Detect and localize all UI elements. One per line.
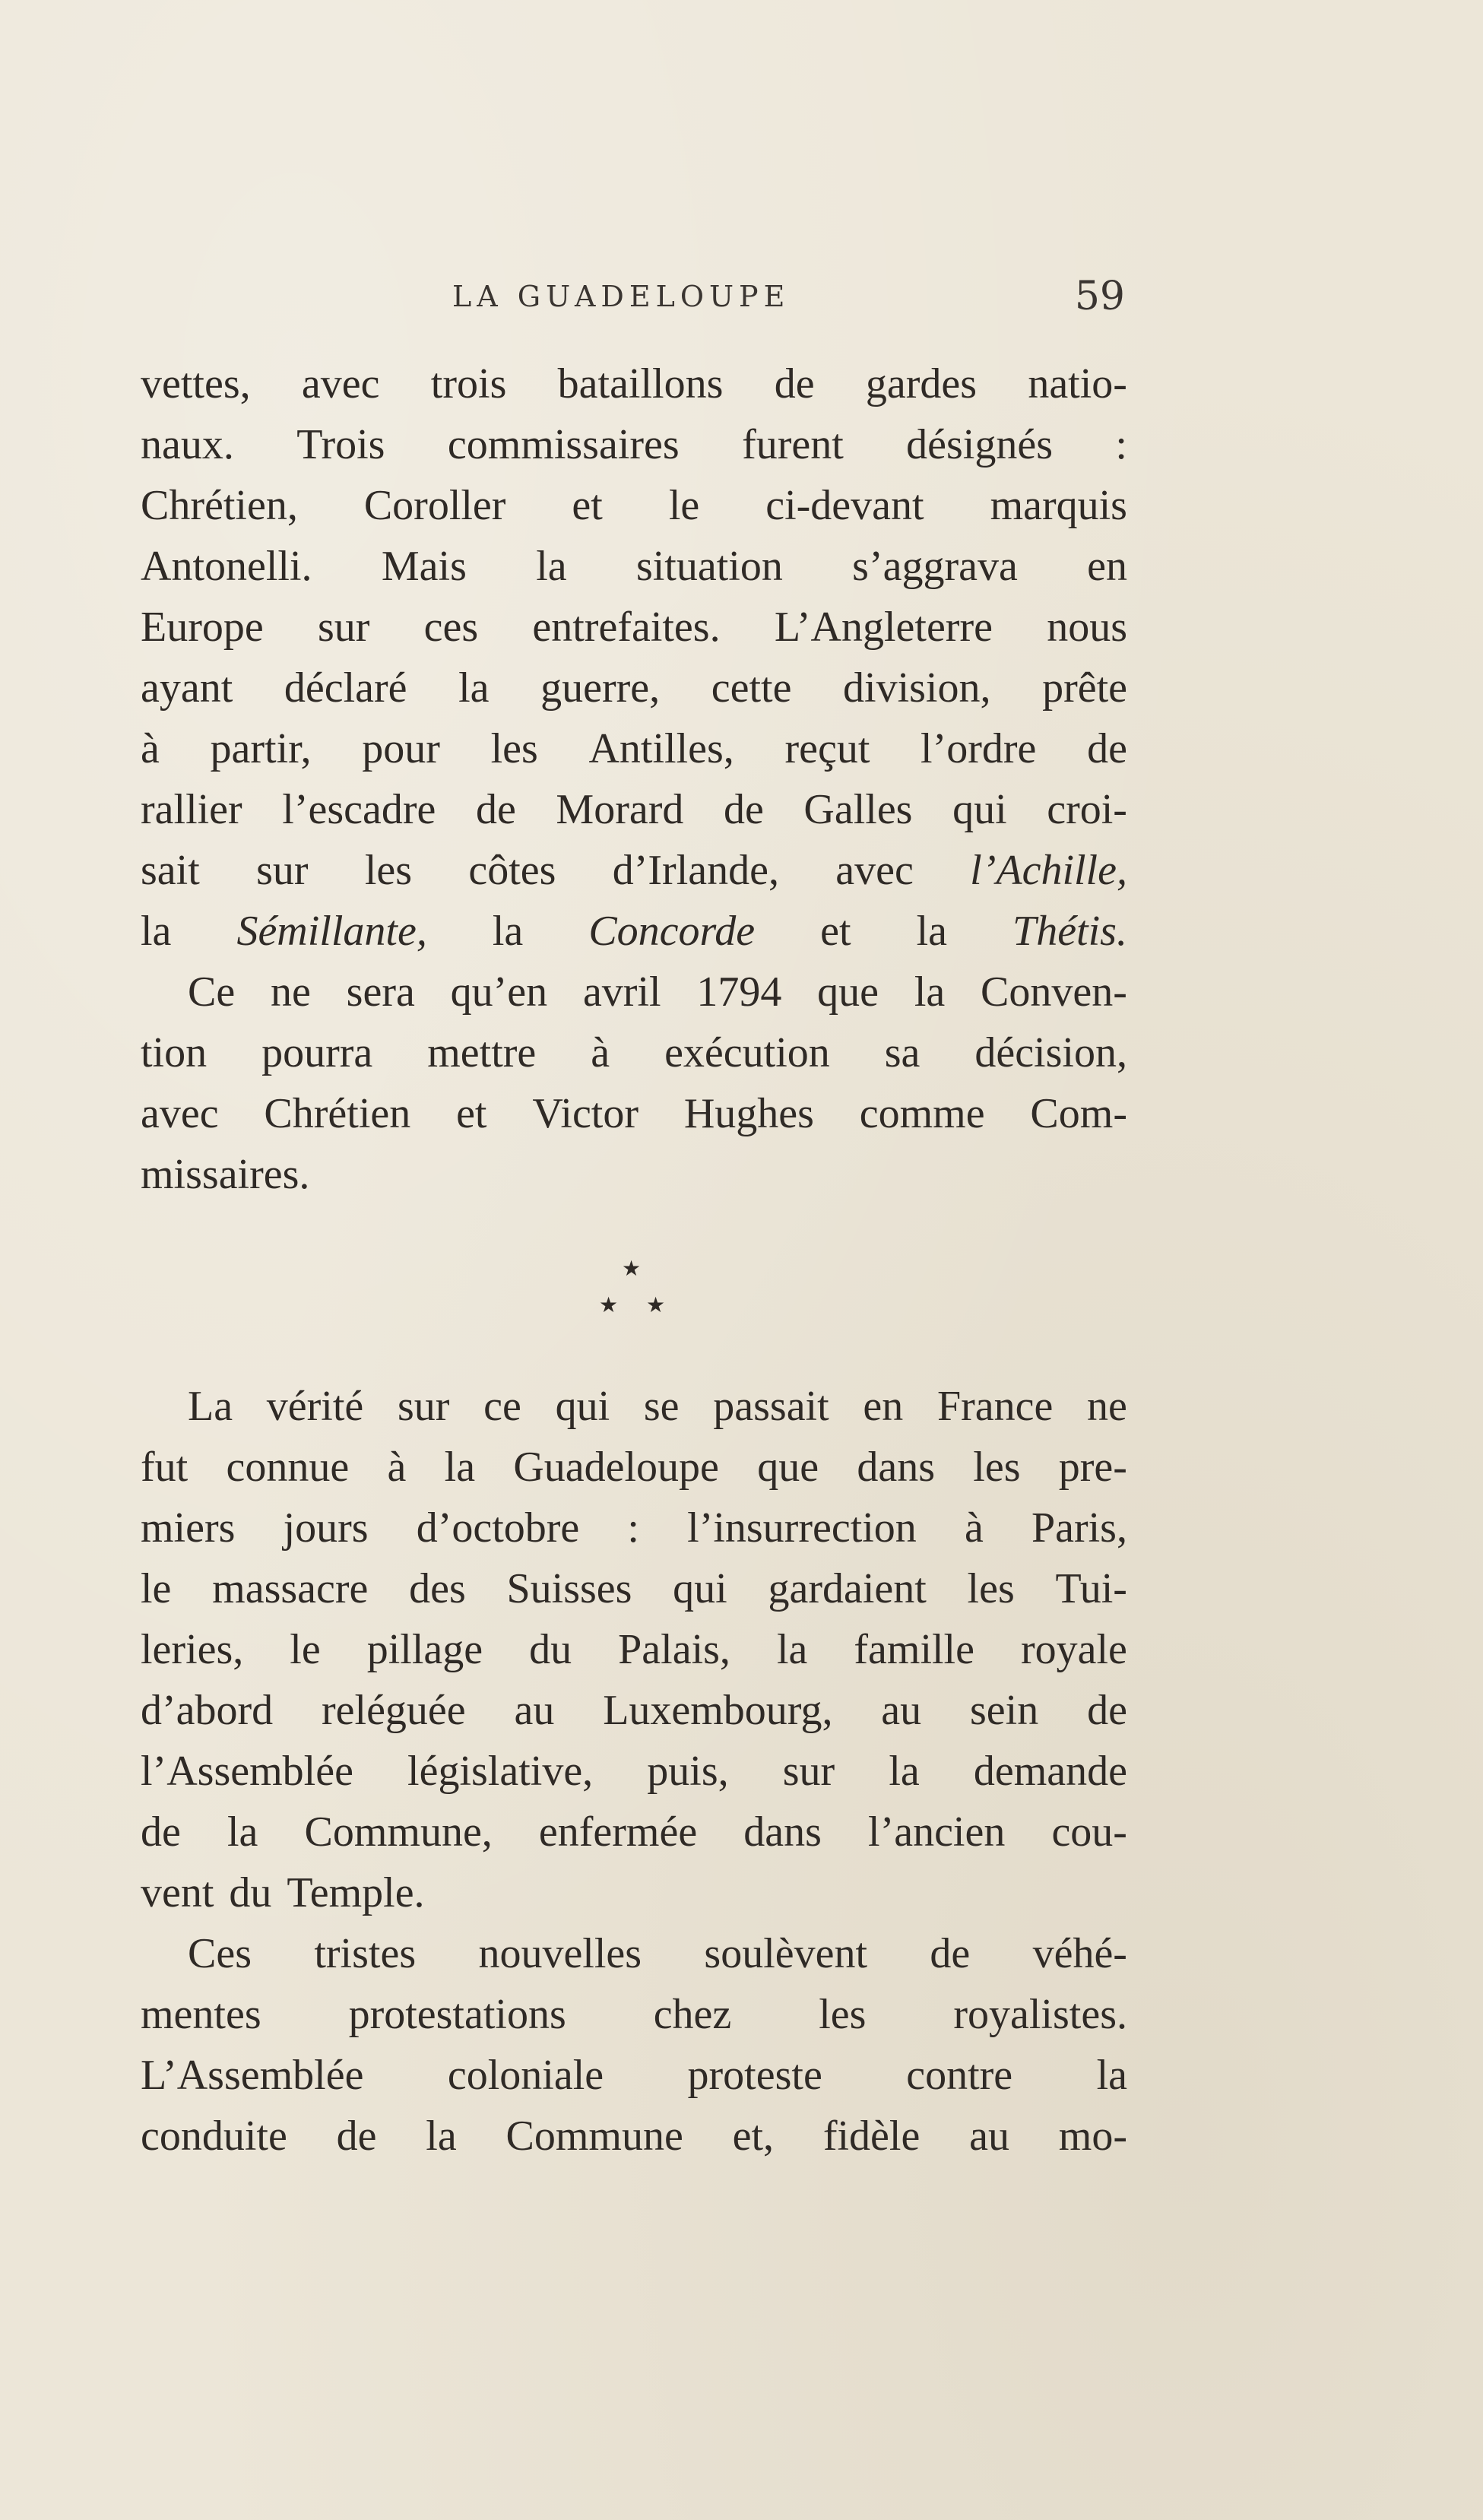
word: sera xyxy=(346,968,415,1016)
text-line xyxy=(141,1083,1127,1144)
word: Hughes xyxy=(683,1090,814,1137)
word: Mais xyxy=(381,543,467,590)
word: Luxembourg, xyxy=(603,1687,833,1734)
word: natio- xyxy=(1028,360,1127,407)
text-line xyxy=(141,414,1127,475)
word: que xyxy=(757,1444,819,1491)
word: les xyxy=(967,1565,1015,1612)
word: du xyxy=(529,1626,572,1673)
word: sa xyxy=(884,1029,921,1076)
word: miers xyxy=(141,1504,236,1552)
word: vérité xyxy=(266,1383,364,1430)
word: de xyxy=(774,360,815,407)
word: L’Assemblée xyxy=(141,2052,364,2099)
word: Guadeloupe xyxy=(513,1444,719,1491)
word: gardaient xyxy=(768,1565,927,1612)
word: l’Achille, xyxy=(970,847,1127,894)
word: la xyxy=(916,908,948,955)
word: La xyxy=(188,1383,233,1430)
word: Antonelli. xyxy=(141,543,312,590)
text-line xyxy=(141,1984,1127,2045)
paragraph-3 xyxy=(141,1376,1127,1923)
text-line xyxy=(141,962,1127,1022)
word: la xyxy=(1096,2052,1127,2099)
word: nous xyxy=(1047,604,1127,651)
text-line xyxy=(141,658,1127,718)
word: Commune, xyxy=(304,1808,493,1856)
word: missaires. xyxy=(141,1151,310,1198)
word: exécution xyxy=(664,1029,830,1076)
word: famille xyxy=(854,1626,974,1673)
word: la xyxy=(444,1444,476,1491)
word: pourra xyxy=(261,1029,373,1076)
text-line xyxy=(141,1144,1127,1205)
word: l’ancien xyxy=(868,1808,1006,1856)
word: conduite xyxy=(141,2113,287,2160)
word: le xyxy=(290,1626,321,1673)
word: gardes xyxy=(865,360,978,407)
word: cette xyxy=(711,664,792,712)
word: l’Assemblée xyxy=(141,1748,353,1795)
word: fut xyxy=(141,1444,189,1491)
word: Antilles, xyxy=(588,725,734,772)
word: d’abord xyxy=(141,1687,274,1734)
text-line xyxy=(141,1802,1127,1862)
word: vettes, xyxy=(141,360,251,407)
word: à xyxy=(387,1444,407,1491)
word: qui xyxy=(952,786,1007,833)
word: : xyxy=(627,1504,639,1552)
word: comme xyxy=(859,1090,985,1137)
word: ces xyxy=(423,604,479,651)
word: mentes xyxy=(141,1991,261,2038)
word: chez xyxy=(653,1991,732,2038)
word: ce xyxy=(483,1383,521,1430)
section-separator xyxy=(578,1247,684,1330)
word: fidèle xyxy=(822,2113,921,2160)
word: et xyxy=(456,1090,487,1137)
word: en xyxy=(1087,543,1127,590)
word: sur xyxy=(317,604,370,651)
text-line xyxy=(141,1741,1127,1802)
word: au xyxy=(881,1687,922,1734)
word: Paris, xyxy=(1031,1504,1127,1552)
word: sur xyxy=(397,1383,450,1430)
word: tion xyxy=(141,1029,208,1076)
word: déclaré xyxy=(284,664,407,712)
word: nouvelles xyxy=(478,1930,642,1977)
word: royalistes. xyxy=(953,1991,1127,2038)
word: soulèvent xyxy=(704,1930,868,1977)
word: d’Irlande, xyxy=(612,847,779,894)
word: Tui- xyxy=(1055,1565,1127,1612)
word: cou- xyxy=(1051,1808,1127,1856)
word: enfermée xyxy=(538,1808,698,1856)
word: furent xyxy=(742,421,844,468)
word: vent xyxy=(141,1869,214,1916)
word: sein xyxy=(970,1687,1039,1734)
word: : xyxy=(1115,421,1127,468)
word: la xyxy=(141,908,172,955)
word: ayant xyxy=(141,664,233,712)
text-line xyxy=(141,901,1127,962)
word: ne xyxy=(271,968,311,1016)
text-line xyxy=(141,1862,1127,1923)
word: la xyxy=(776,1626,808,1673)
paragraph-1 xyxy=(141,353,1127,962)
word: passait xyxy=(713,1383,829,1430)
word: qu’en xyxy=(450,968,548,1016)
word: et, xyxy=(732,2113,775,2160)
separator-star: ★ xyxy=(599,1292,619,1317)
text-line xyxy=(141,1498,1127,1558)
word: de xyxy=(723,786,764,833)
word: se xyxy=(643,1383,680,1430)
word: la xyxy=(458,664,490,712)
word: mo- xyxy=(1058,2113,1127,2160)
word: situation xyxy=(635,543,783,590)
word: que xyxy=(817,968,879,1016)
text-line xyxy=(141,1680,1127,1741)
word: de xyxy=(141,1808,181,1856)
word: contre xyxy=(906,2052,1013,2099)
word: royale xyxy=(1020,1626,1127,1673)
word: entrefaites. xyxy=(532,604,721,651)
word: massacre xyxy=(212,1565,369,1612)
word: les xyxy=(490,725,538,772)
word: Europe xyxy=(141,604,264,651)
word: au xyxy=(969,2113,1009,2160)
word: les xyxy=(364,847,413,894)
word: les xyxy=(819,1991,867,2038)
word: pillage xyxy=(366,1626,483,1673)
word: 1794 xyxy=(696,968,782,1016)
word: à xyxy=(141,725,160,772)
word: du xyxy=(229,1869,272,1916)
text-line xyxy=(141,1558,1127,1619)
word: législative, xyxy=(407,1748,594,1795)
word: dans xyxy=(857,1444,935,1491)
word: à xyxy=(964,1504,984,1552)
text-line xyxy=(141,353,1127,414)
text-line xyxy=(141,779,1127,840)
text-line xyxy=(141,536,1127,597)
word: mettre xyxy=(427,1029,537,1076)
word: l’insurrection xyxy=(687,1504,917,1552)
word: le xyxy=(668,482,700,529)
word: en xyxy=(863,1383,904,1430)
word: la xyxy=(426,2113,457,2160)
text-line xyxy=(141,1376,1127,1437)
word: et xyxy=(820,908,851,955)
word: Coroller xyxy=(363,482,506,529)
paragraph-4 xyxy=(141,1923,1127,2167)
word: Com- xyxy=(1030,1090,1127,1137)
word: la xyxy=(227,1808,258,1856)
word: guerre, xyxy=(540,664,661,712)
word: prête xyxy=(1042,664,1127,712)
word: Concorde xyxy=(588,908,756,955)
word: partir, xyxy=(210,725,312,772)
word: le xyxy=(141,1565,172,1612)
word: leries, xyxy=(141,1626,244,1673)
word: les xyxy=(973,1444,1021,1491)
word: Sémillante, xyxy=(236,908,427,955)
word: ci-devant xyxy=(765,482,924,529)
word: pre- xyxy=(1058,1444,1127,1491)
word: commissaires xyxy=(447,421,680,468)
word: avec xyxy=(835,847,914,894)
paragraph-2 xyxy=(141,962,1127,1205)
word: Suisses xyxy=(506,1565,632,1612)
word: protestations xyxy=(348,1991,566,2038)
text-line xyxy=(141,1923,1127,1984)
word: ne xyxy=(1087,1383,1127,1430)
word: Morard xyxy=(556,786,684,833)
text-line xyxy=(141,2045,1127,2106)
word: Victor xyxy=(532,1090,639,1137)
word: naux. xyxy=(141,421,234,468)
word: avril xyxy=(582,968,661,1016)
word: d’octobre xyxy=(416,1504,580,1552)
word: Galles xyxy=(803,786,913,833)
word: l’ordre xyxy=(921,725,1037,772)
word: l’escadre xyxy=(282,786,436,833)
word: Trois xyxy=(296,421,385,468)
word: avec xyxy=(301,360,380,407)
word: de xyxy=(475,786,516,833)
word: de xyxy=(930,1930,971,1977)
word: sur xyxy=(782,1748,835,1795)
word: Chrétien xyxy=(264,1090,411,1137)
text-line xyxy=(141,718,1127,779)
word: au xyxy=(514,1687,555,1734)
word: dans xyxy=(743,1808,822,1856)
running-title: LA GUADELOUPE xyxy=(452,280,791,313)
separator-star: ★ xyxy=(622,1256,642,1281)
word: Commune xyxy=(505,2113,683,2160)
word: Palais, xyxy=(618,1626,730,1673)
word: reléguée xyxy=(322,1687,466,1734)
word: division, xyxy=(843,664,991,712)
word: de xyxy=(1087,1687,1127,1734)
word: jours xyxy=(283,1504,369,1552)
word: qui xyxy=(673,1565,727,1612)
word: qui xyxy=(555,1383,610,1430)
word: de xyxy=(1087,725,1127,772)
text-line xyxy=(141,2106,1127,2167)
word: reçut xyxy=(784,725,870,772)
running-head xyxy=(144,274,1125,327)
word: des xyxy=(409,1565,466,1612)
word: Temple. xyxy=(287,1869,425,1916)
word: France xyxy=(936,1383,1054,1430)
word: croi- xyxy=(1047,786,1127,833)
word: demande xyxy=(973,1748,1127,1795)
word: s’aggrava xyxy=(852,543,1018,590)
word: rallier xyxy=(141,786,242,833)
word: Ces xyxy=(188,1930,252,1977)
word: proteste xyxy=(687,2052,822,2099)
word: véhé- xyxy=(1032,1930,1127,1977)
word: la xyxy=(492,908,524,955)
word: la xyxy=(536,543,567,590)
text-line xyxy=(141,1437,1127,1498)
word: connue xyxy=(226,1444,350,1491)
word: et xyxy=(572,482,603,529)
word: décision, xyxy=(974,1029,1127,1076)
text-line xyxy=(141,597,1127,658)
text-line xyxy=(141,475,1127,536)
separator-star: ★ xyxy=(646,1292,666,1317)
word: sur xyxy=(256,847,309,894)
word: la xyxy=(889,1748,920,1795)
word: pour xyxy=(362,725,440,772)
word: désignés xyxy=(906,421,1054,468)
word: trois xyxy=(430,360,507,407)
text-line xyxy=(141,1619,1127,1680)
text-line xyxy=(141,840,1127,901)
word: sait xyxy=(141,847,200,894)
word: avec xyxy=(141,1090,219,1137)
word: côtes xyxy=(468,847,556,894)
word: Thétis. xyxy=(1012,908,1127,955)
word: L’Angleterre xyxy=(774,604,993,651)
word: la xyxy=(914,968,946,1016)
word: Conven- xyxy=(981,968,1127,1016)
word: Chrétien, xyxy=(141,482,298,529)
page-number: 59 xyxy=(1074,274,1125,319)
word: puis, xyxy=(647,1748,729,1795)
word: Ce xyxy=(188,968,236,1016)
word: bataillons xyxy=(557,360,724,407)
word: de xyxy=(336,2113,377,2160)
word: tristes xyxy=(314,1930,417,1977)
word: à xyxy=(591,1029,610,1076)
word: coloniale xyxy=(447,2052,604,2099)
text-line xyxy=(141,1022,1127,1083)
word: marquis xyxy=(990,482,1127,529)
